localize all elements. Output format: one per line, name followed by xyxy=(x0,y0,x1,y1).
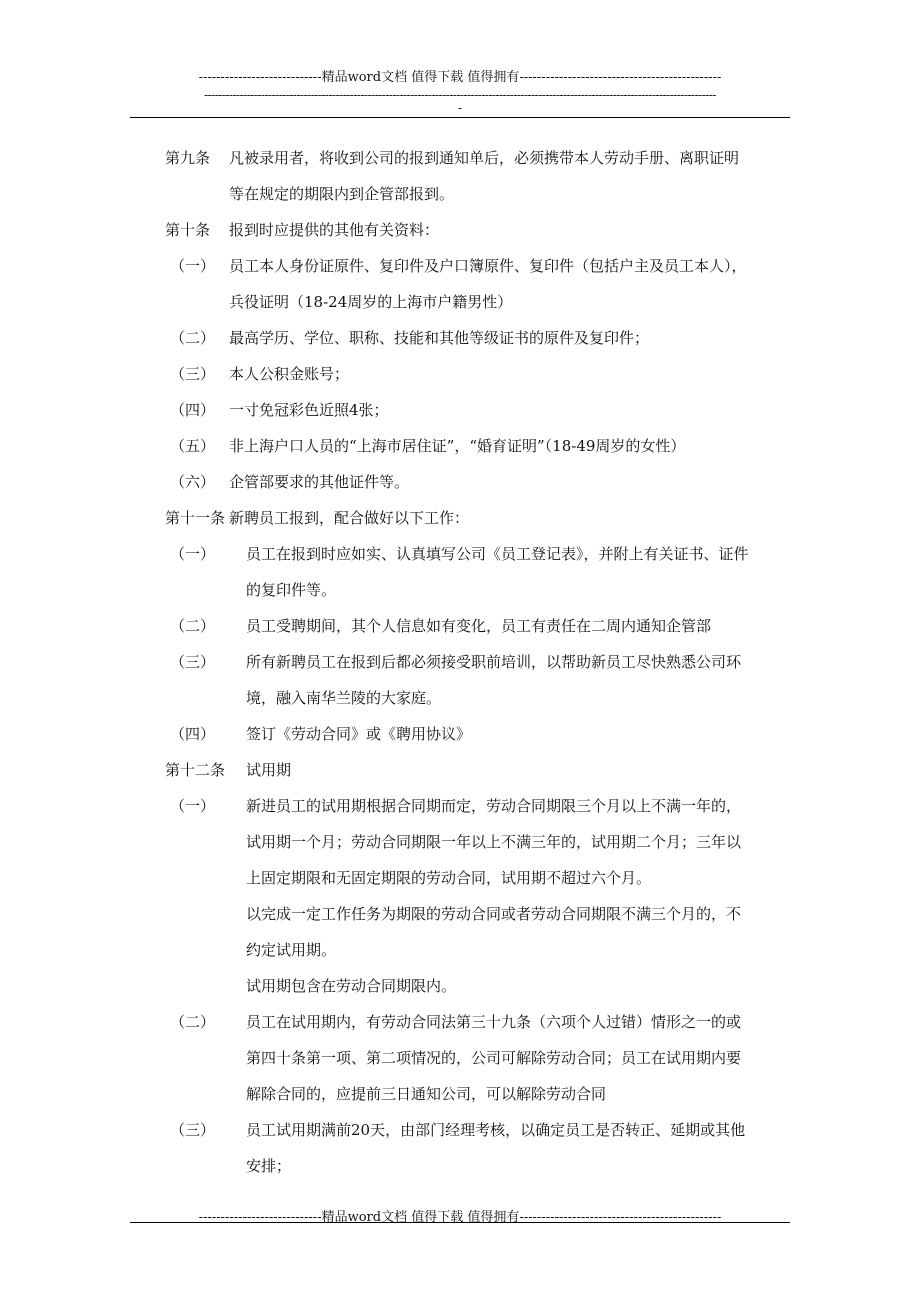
clause-text-line: 员工受聘期间，其个人信息如有变化，员工有责任在二周内通知企管部 xyxy=(246,617,712,635)
clause-text-line: 试用期一个月；劳动合同期限一年以上不满三年的，试用期二个月；三年以 xyxy=(246,833,742,851)
header-banner: ----------------------------精品word文档 值得下载 值得拥有---------------------------------------------- xyxy=(198,70,722,85)
clause-label: （一） xyxy=(170,797,216,815)
clause-label: （四） xyxy=(170,725,216,743)
clause-label: （三） xyxy=(170,653,216,671)
clause-text-line: 境，融入南华兰陵的大家庭。 xyxy=(246,689,442,707)
clause-text-line: 等在规定的期限内到企管部报到。 xyxy=(229,185,455,203)
header-dash-line: ------------------------------------------------------------------------------------------------------------------------------------------------ xyxy=(204,88,716,102)
clause-text-line: 新进员工的试用期根据合同期而定，劳动合同期限三个月以上不满一年的， xyxy=(246,797,742,815)
clause-text-line: 新聘员工报到，配合做好以下工作： xyxy=(229,509,470,527)
clause-text-line: 一寸免冠彩色近照4张； xyxy=(229,401,389,419)
clause-label: 第九条 xyxy=(165,149,211,167)
clause-text-line: 安排； xyxy=(246,1157,292,1175)
clause-label: （三） xyxy=(170,365,216,383)
clause-text-line: 兵役证明（18-24周岁的上海市户籍男性） xyxy=(229,293,513,311)
clause-text-line: 凡被录用者，将收到公司的报到通知单后，必须携带本人劳动手册、离职证明 xyxy=(229,149,740,167)
clause-label: （二） xyxy=(170,329,216,347)
clause-text-line: 第四十条第一项、第二项情况的，公司可解除劳动合同；员工在试用期内要 xyxy=(246,1049,742,1067)
clause-text-line: 报到时应提供的其他有关资料： xyxy=(229,221,440,239)
clause-text-line: 试用期包含在劳动合同期限内。 xyxy=(246,977,457,995)
clause-text-line: 解除合同的，应提前三日通知公司，可以解除劳动合同 xyxy=(246,1085,607,1103)
clause-text-line: 员工在试用期内，有劳动合同法第三十九条（六项个人过错）情形之一的或 xyxy=(246,1013,742,1031)
clause-text-line: 上固定期限和无固定期限的劳动合同，试用期不超过六个月。 xyxy=(246,869,652,887)
clause-text-line: 签订《劳动合同》或《聘用协议》 xyxy=(246,725,472,743)
footer-banner: ----------------------------精品word文档 值得下载 值得拥有---------------------------------------------- xyxy=(198,1210,722,1225)
clause-label: （一） xyxy=(170,545,216,563)
clause-label: 第十条 xyxy=(165,221,211,239)
header-dash-tail: - xyxy=(457,101,463,115)
clause-text-line: 员工在报到时应如实、认真填写公司《员工登记表》，并附上有关证书、证件 xyxy=(246,545,749,563)
clause-label: （三） xyxy=(170,1121,216,1139)
clause-text-line: 试用期 xyxy=(246,761,292,779)
clause-label: （二） xyxy=(170,1013,216,1031)
clause-label: （四） xyxy=(170,401,216,419)
clause-label: 第十一条 xyxy=(165,509,226,527)
clause-label: （五） xyxy=(170,437,216,455)
clause-text-line: 的复印件等。 xyxy=(246,581,337,599)
clause-text-line: 最高学历、学位、职称、技能和其他等级证书的原件及复印件； xyxy=(229,329,650,347)
clause-text-line: 以完成一定工作任务为期限的劳动合同或者劳动合同期限不满三个月的，不 xyxy=(246,905,742,923)
clause-label: （二） xyxy=(170,617,216,635)
header-rule xyxy=(130,117,790,118)
clause-label: （一） xyxy=(170,257,216,275)
clause-text-line: 非上海户口人员的“上海市居住证”，“婚育证明”（18-49周岁的女性） xyxy=(229,437,686,455)
clause-label: 第十二条 xyxy=(165,761,226,779)
clause-text-line: 所有新聘员工在报到后都必须接受职前培训，以帮助新员工尽快熟悉公司环 xyxy=(246,653,742,671)
clause-text-line: 本人公积金账号； xyxy=(229,365,350,383)
clause-text-line: 员工试用期满前20天，由部门经理考核，以确定员工是否转正、延期或其他 xyxy=(246,1121,746,1139)
clause-text-line: 约定试用期。 xyxy=(246,941,337,959)
clause-text-line: 企管部要求的其他证件等。 xyxy=(229,473,410,491)
clause-label: （六） xyxy=(170,473,216,491)
clause-text-line: 员工本人身份证原件、复印件及户口簿原件、复印件（包括户主及员工本人）， xyxy=(229,257,747,275)
